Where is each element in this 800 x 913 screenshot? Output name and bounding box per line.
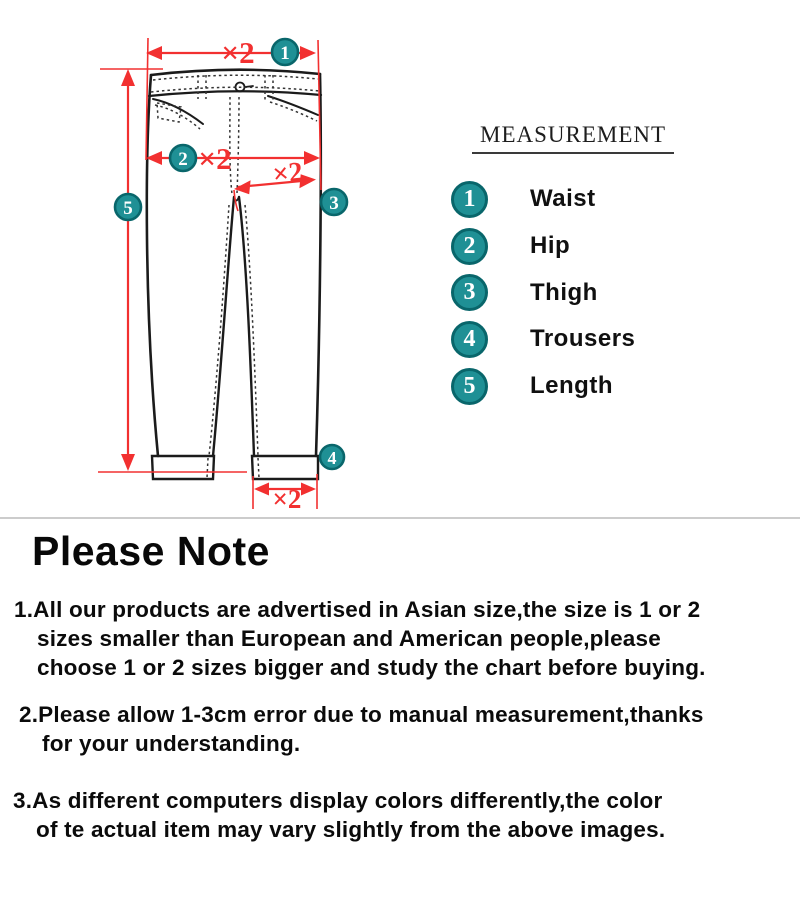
legend-item-label: Waist — [530, 185, 596, 213]
svg-text:5: 5 — [123, 198, 133, 219]
note-item-1 — [14, 595, 706, 682]
trousers-outline — [147, 70, 321, 479]
trousers-stitching — [151, 75, 320, 478]
note-line: of te actual item may vary slightly from the above images. — [36, 817, 666, 842]
length-dimension-arrow — [98, 69, 247, 472]
trousers-measurement-diagram — [0, 0, 440, 520]
notes-title: Please Note — [32, 528, 270, 574]
note-line: 1.All our products are advertised in Asian size,the size is 1 or 2 — [14, 597, 701, 622]
marker-circle-waist — [272, 39, 298, 65]
legend-number-badge: 3 — [451, 274, 488, 311]
marker-circle-thigh — [321, 189, 347, 215]
section-divider — [0, 517, 800, 519]
legend-number-badge: 5 — [451, 368, 488, 405]
times2-label-thigh: ×2 — [271, 156, 305, 191]
legend-item-label: Trousers — [530, 325, 636, 353]
marker-circle-cuff — [320, 445, 344, 469]
legend-item-thigh — [448, 269, 728, 316]
note-item-3 — [13, 786, 665, 844]
times2-label-cuff: ×2 — [272, 484, 302, 514]
note-line: choose 1 or 2 sizes bigger and study the chart before buying. — [37, 655, 706, 680]
legend-item-label: Hip — [530, 232, 571, 260]
legend-item-label: Thigh — [530, 278, 598, 306]
measurement-legend — [448, 105, 728, 409]
legend-title: MEASUREMENT — [472, 122, 674, 154]
marker-circle-length — [115, 194, 141, 220]
legend-number-badge: 1 — [451, 181, 488, 218]
svg-text:2: 2 — [178, 149, 188, 170]
svg-text:1: 1 — [280, 43, 290, 64]
legend-number-badge: 4 — [451, 321, 488, 358]
svg-text:4: 4 — [327, 448, 337, 468]
legend-rows — [448, 176, 728, 409]
marker-circle-hip — [170, 145, 196, 171]
svg-text:3: 3 — [329, 193, 339, 214]
note-line: sizes smaller than European and American people,please — [37, 626, 661, 651]
note-line: 3.As different computers display colors differently,the color — [13, 788, 663, 813]
legend-item-hip — [448, 223, 728, 270]
legend-item-trousers — [448, 316, 728, 363]
legend-number-badge: 2 — [451, 228, 488, 265]
note-line: for your understanding. — [42, 731, 301, 756]
note-line: 2.Please allow 1-3cm error due to manual measurement,thanks — [19, 702, 704, 727]
times2-label-waist: ×2 — [221, 35, 255, 70]
times2-label-hip: ×2 — [198, 141, 232, 176]
legend-item-label: Length — [530, 372, 613, 400]
legend-item-length — [448, 363, 728, 410]
legend-item-waist — [448, 176, 728, 223]
note-item-2 — [19, 700, 704, 758]
